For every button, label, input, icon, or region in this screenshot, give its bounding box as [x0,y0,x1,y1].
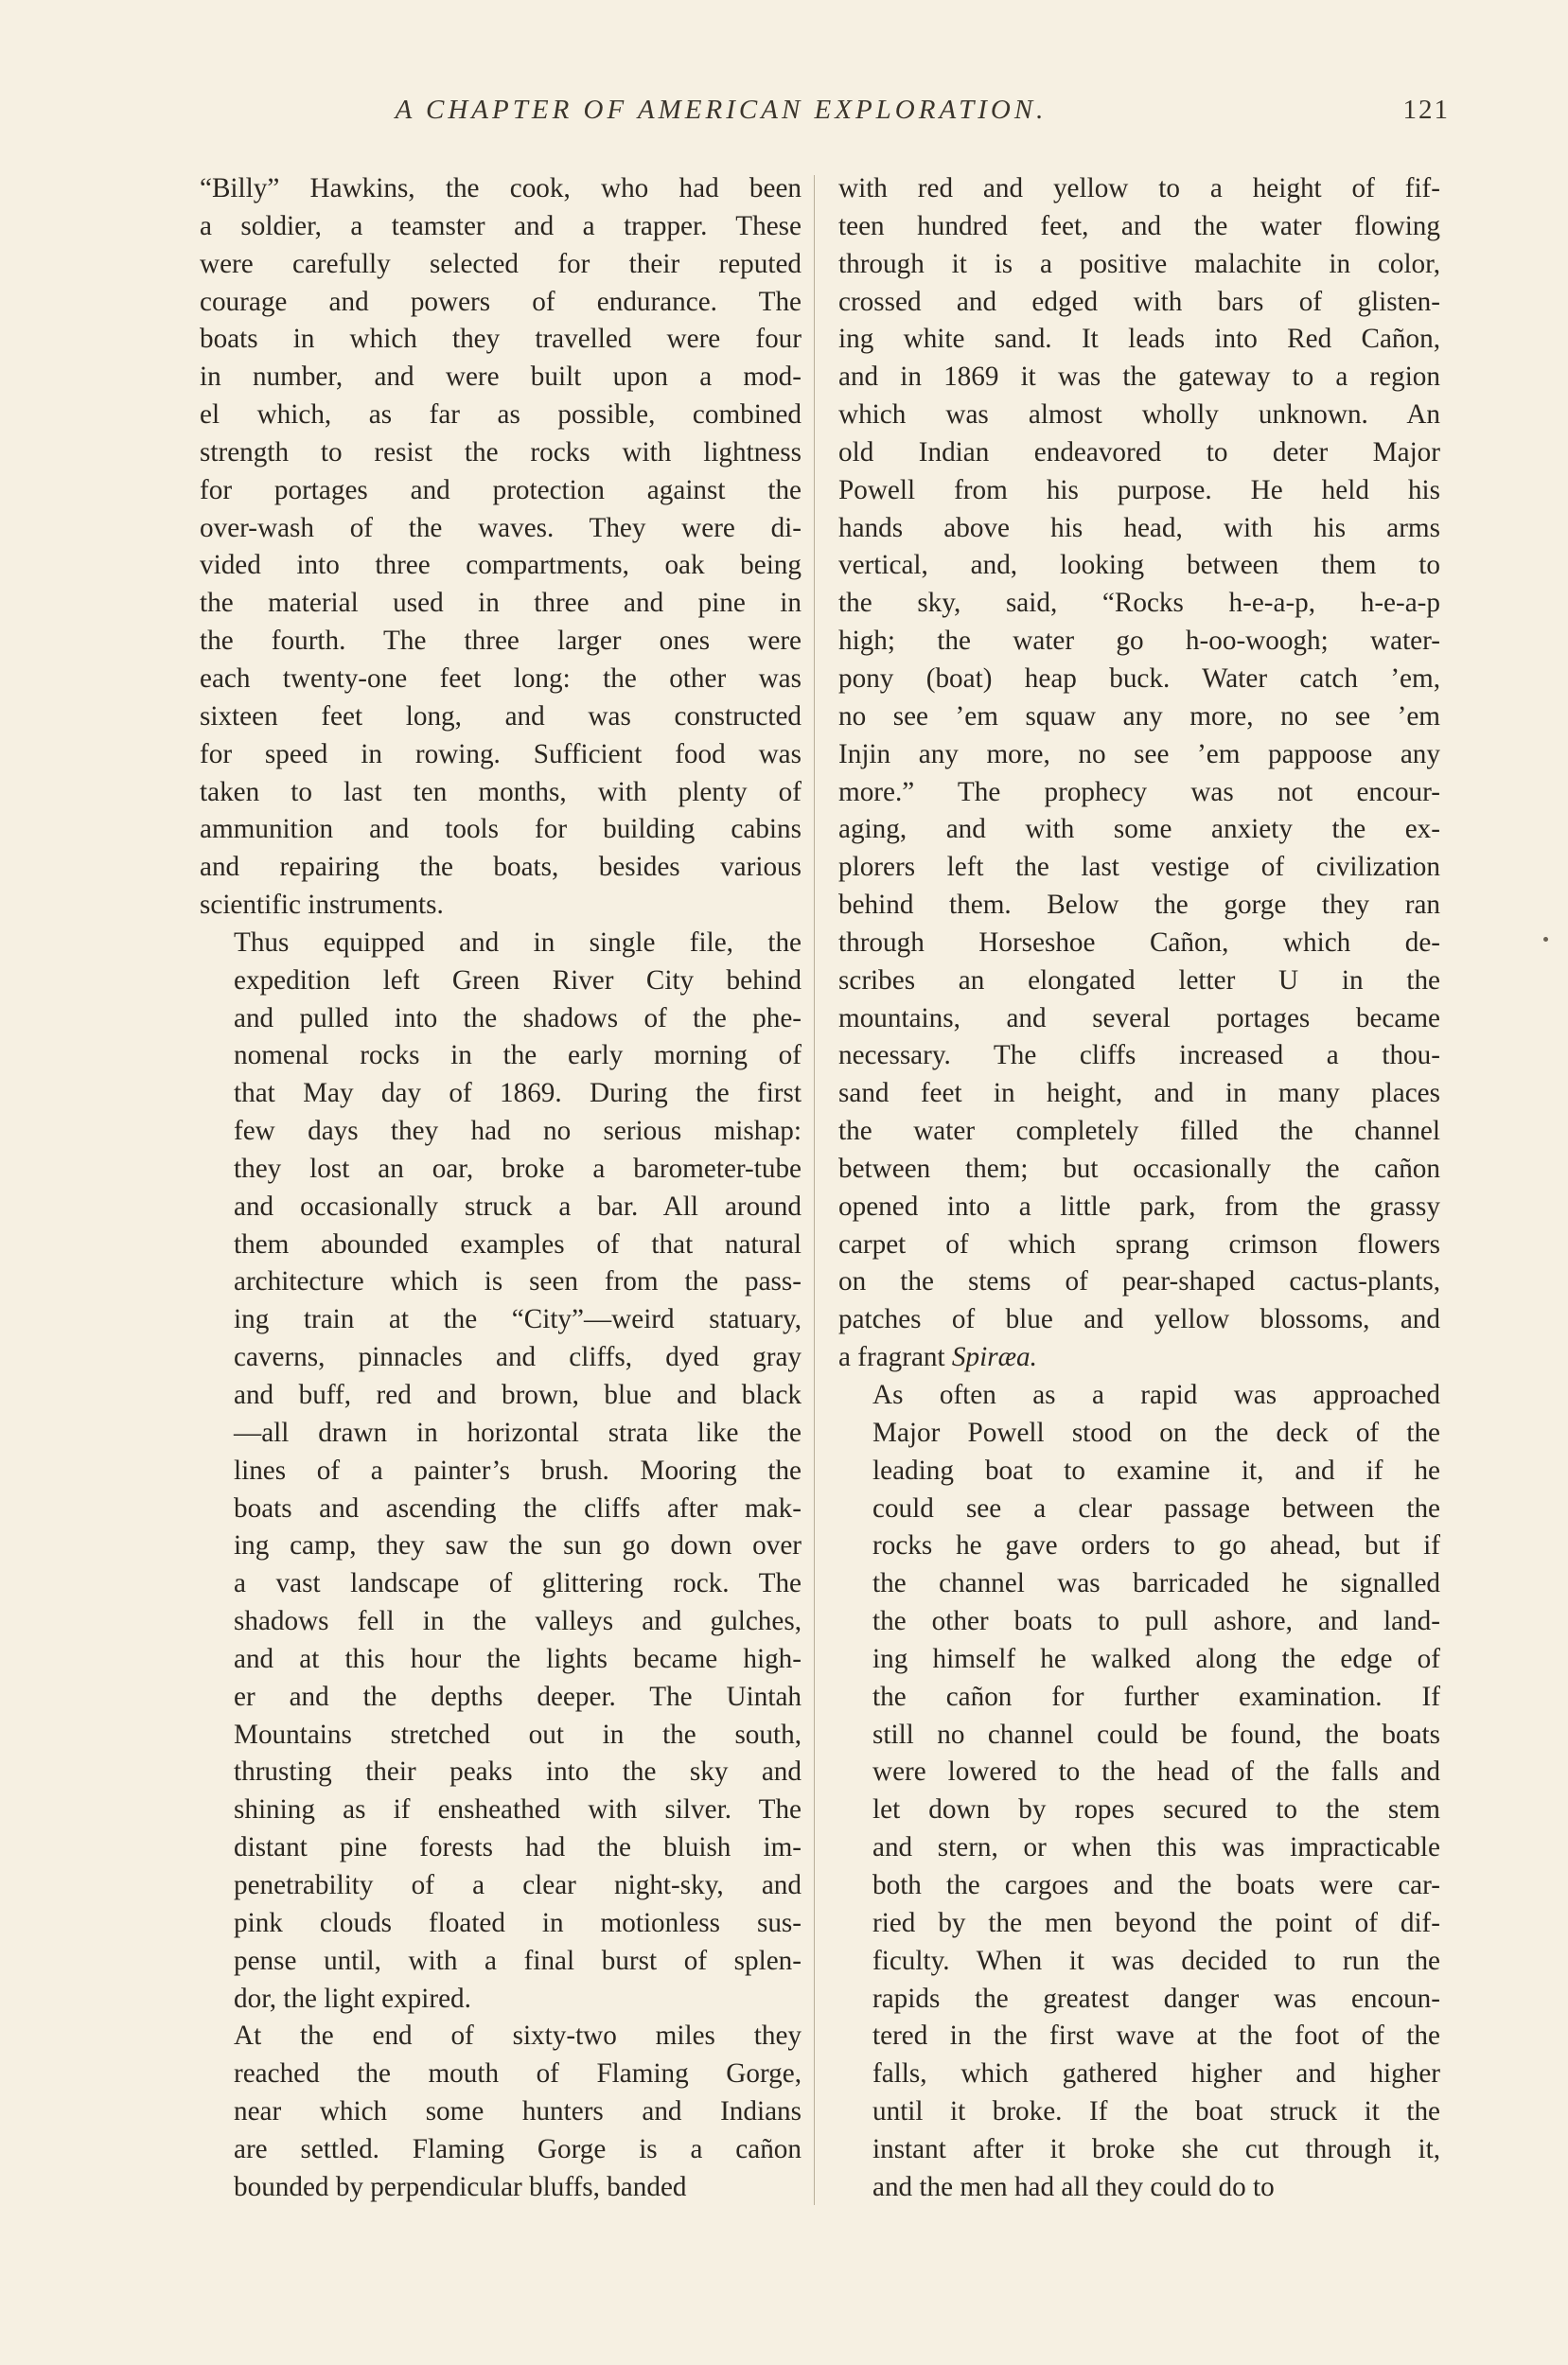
text-line: shining as if ensheathed with silver. The [234,1794,802,1826]
text-line: vertical, and, looking between them to [838,550,1440,581]
text-line: boats and ascending the cliffs after mak- [234,1492,802,1524]
text-line: and at this hour the lights became high- [234,1643,802,1674]
text-line: could see a clear passage between the [872,1492,1440,1524]
text-line: —all drawn in horizontal strata like the [234,1417,802,1448]
text-line: in number, and were built upon a mod- [200,362,802,393]
text-line: and in 1869 it was the gateway to a region [838,362,1440,393]
text-line: a soldier, a teamster and a trapper. These [200,210,802,241]
text-line: Major Powell stood on the deck of the [872,1417,1440,1448]
text-line: courage and powers of endurance. The [200,286,802,317]
paper-speck [1543,937,1548,942]
text-line: sand feet in height, and in many places [838,1078,1440,1109]
text-line: ing camp, they saw the sun go down over [234,1530,802,1562]
text-line: Mountains stretched out in the south, [234,1719,802,1750]
text-line: which was almost wholly unknown. An [838,399,1440,431]
text-line: the sky, said, “Rocks h-e-a-p, h-e-a-p [838,588,1440,619]
text-line: near which some hunters and Indians [234,2096,802,2127]
text-line: Powell from his purpose. He held his [838,474,1440,505]
text-line: opened into a little park, from the grassy [838,1191,1440,1222]
page-number: 121 [1402,95,1450,125]
text-line: Thus equipped and in single file, the [234,927,802,958]
paragraph [838,170,1440,1377]
text-line: through it is a positive malachite in color, [838,248,1440,279]
text-line: patches of blue and yellow blossoms, and [838,1304,1440,1335]
text-line: old Indian endeavored to deter Major [838,436,1440,468]
text-line: the other boats to pull ashore, and land- [872,1606,1440,1637]
text-line: and buff, red and brown, blue and black [234,1380,802,1410]
text-line: bounded by perpendicular bluffs, banded [234,2171,687,2202]
text-line: tered in the first wave at the foot of the [872,2021,1440,2052]
text-line: and stern, or when this was impracticable [872,1832,1440,1863]
text-line: for speed in rowing. Sufficient food was [200,738,802,769]
text-line: Injin any more, no see ’em pappoose any [838,738,1440,769]
text-line: aging, and with some anxiety the ex- [838,814,1440,845]
text-line: the channel was barricaded he signalled [872,1568,1440,1599]
text-line: are settled. Flaming Gorge is a cañon [234,2133,802,2164]
text-line: er and the depths deeper. The Uintah [234,1681,802,1712]
text-line: high; the water go h-oo-woogh; water- [838,626,1440,657]
paragraph [838,1377,1440,2207]
text-line: still no channel could be found, the boats [872,1719,1440,1750]
text-line: pink clouds floated in motionless sus- [234,1907,802,1938]
text-line: behind them. Below the gorge they ran [838,890,1440,921]
text-line: el which, as far as possible, combined [200,399,802,431]
text-line: and repairing the boats, besides various [200,852,802,883]
text-line: the material used in three and pine in [200,588,802,619]
text-line: “Billy” Hawkins, the cook, who had been [200,173,802,203]
text-line: ficulty. When it was decided to run the [872,1945,1440,1976]
text-line: falls, which gathered higher and higher [872,2058,1440,2090]
text-line: a vast landscape of glittering rock. The [234,1568,802,1599]
text-line: ammunition and tools for building cabins [200,814,802,845]
text-line: the fourth. The three larger ones were [200,626,802,657]
paragraph [200,170,802,925]
text-line: between them; but occasionally the cañon [838,1153,1440,1184]
paragraph [200,925,802,2018]
text-line: scribes an elongated letter U in the [838,964,1440,996]
text-line: dor, the light expired. [234,1983,471,2014]
text-line: them abounded examples of that natural [234,1228,802,1260]
text-line: through Horseshoe Cañon, which de- [838,927,1440,958]
text-line: crossed and edged with bars of glisten- [838,286,1440,317]
text-line: As often as a rapid was approached [872,1380,1440,1410]
text-line: both the cargoes and the boats were car- [872,1869,1440,1900]
text-line: rocks he gave orders to go ahead, but if [872,1530,1440,1562]
text-line: carpet of which sprang crimson flowers [838,1228,1440,1260]
text-line: few days they had no serious mishap: [234,1116,802,1147]
italic-term: Spiræa. [951,1342,1037,1373]
text-line: caverns, pinnacles and cliffs, dyed gray [234,1342,802,1373]
text-line: and the men had all they could do to [872,2171,1275,2202]
text-line: ing white sand. It leads into Red Cañon, [838,324,1440,355]
text-line: boats in which they travelled were four [200,324,802,355]
text-line: on the stems of pear-shaped cactus-plants, [838,1266,1440,1297]
text-line: each twenty-one feet long: the other was [200,662,802,694]
text-line: over-wash of the waves. They were di- [200,512,802,543]
text-line: taken to last ten months, with plenty of [200,776,802,807]
text-line: and occasionally struck a bar. All around [234,1191,802,1222]
text-line: for portages and protection against the [200,474,802,505]
text-line: instant after it broke she cut through it, [872,2133,1440,2164]
running-head [201,95,1450,132]
text-line: and pulled into the shadows of the phe- [234,1002,802,1033]
text-line: teen hundred feet, and the water flowing [838,210,1440,241]
text-line: that May day of 1869. During the first [234,1078,802,1109]
text-line: ing himself he walked along the edge of [872,1643,1440,1674]
running-title: A CHAPTER OF AMERICAN EXPLORATION. [395,95,1048,125]
left-column [200,170,802,2207]
text-line: expedition left Green River City behind [234,964,802,996]
text-line: pense until, with a final burst of splen- [234,1945,802,1976]
text-line: At the end of sixty-two miles they [234,2021,802,2052]
column-divider [814,175,815,2205]
text-line: reached the mouth of Flaming Gorge, [234,2058,802,2090]
text-line: thrusting their peaks into the sky and [234,1756,802,1788]
right-column [838,170,1440,2207]
text-line: vided into three compartments, oak being [200,550,802,581]
text-line: they lost an oar, broke a barometer-tube [234,1153,802,1184]
text-line: rapids the greatest danger was encoun- [872,1983,1440,2014]
text-line: the water completely filled the channel [838,1116,1440,1147]
text-line: architecture which is seen from the pass- [234,1266,802,1297]
text-line: necessary. The cliffs increased a thou- [838,1040,1440,1071]
text-line [838,1339,1440,1377]
text-line: more.” The prophecy was not encour- [838,776,1440,807]
text-line: were lowered to the head of the falls and [872,1756,1440,1788]
text-line: lines of a painter’s brush. Mooring the [234,1455,802,1486]
text-line: pony (boat) heap buck. Water catch ’em, [838,662,1440,694]
text-fragment: a fragrant [838,1342,952,1373]
text-line: distant pine forests had the bluish im- [234,1832,802,1863]
text-line: leading boat to examine it, and if he [872,1455,1440,1486]
text-line: hands above his head, with his arms [838,512,1440,543]
text-line: with red and yellow to a height of fif- [838,173,1440,203]
paragraph [200,2018,802,2206]
text-line: ing train at the “City”—weird statuary, [234,1304,802,1335]
text-line: nomenal rocks in the early morning of [234,1040,802,1071]
text-line: shadows fell in the valleys and gulches, [234,1606,802,1637]
text-line: mountains, and several portages became [838,1002,1440,1033]
text-line: ried by the men beyond the point of dif- [872,1907,1440,1938]
text-line: until it broke. If the boat struck it the [872,2096,1440,2127]
text-line: were carefully selected for their reputed [200,248,802,279]
text-line: sixteen feet long, and was constructed [200,700,802,732]
text-line: penetrability of a clear night-sky, and [234,1869,802,1900]
text-line: strength to resist the rocks with lightness [200,436,802,468]
text-line: let down by ropes secured to the stem [872,1794,1440,1826]
text-line: the cañon for further examination. If [872,1681,1440,1712]
text-line: scientific instruments. [200,890,444,921]
text-line: no see ’em squaw any more, no see ’em [838,700,1440,732]
text-line: plorers left the last vestige of civilization [838,852,1440,883]
